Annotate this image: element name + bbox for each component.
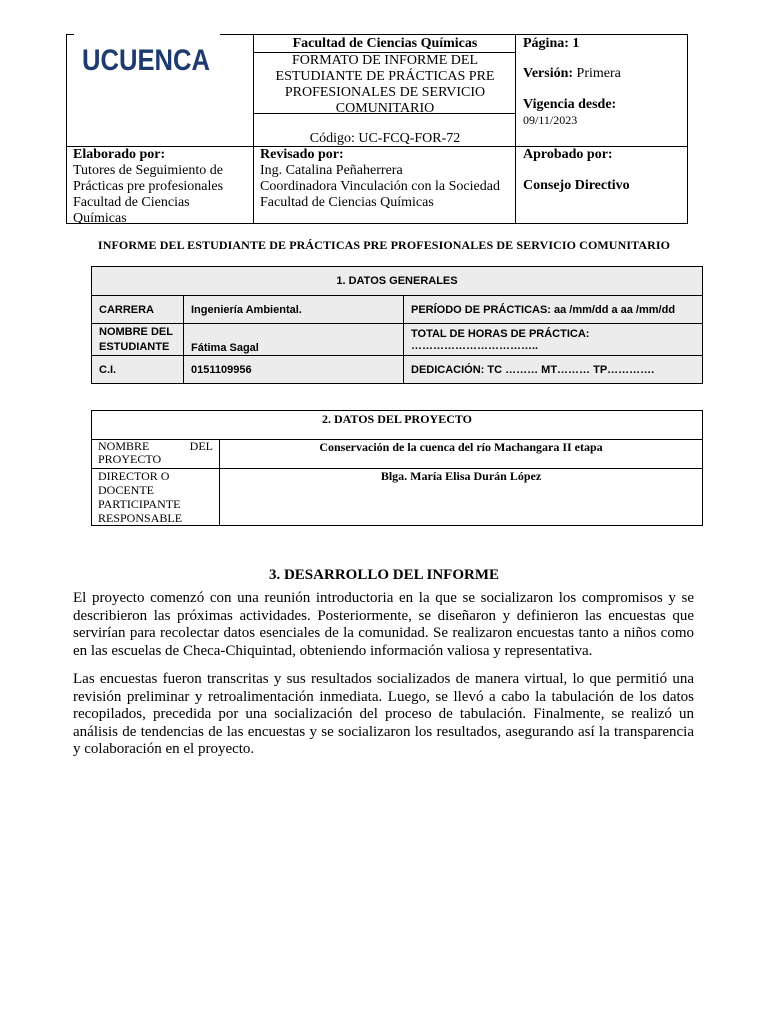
version-value: Primera	[576, 66, 621, 81]
elaborado-line: Facultad de Ciencias	[73, 195, 190, 210]
datos-generales-title: 1. DATOS GENERALES	[92, 267, 703, 296]
datos-generales-table	[91, 266, 703, 384]
desarrollo-paragraph: Las encuestas fueron transcritas y sus resultados socializados de manera virtual, lo que permitió una revisión preliminar y retroalimentación inmediata. Luego, se llevó a cabo la tabulación de los datos recopilados, precedida por una socialización del proceso de tabulación. Finalmente, se realizó un análisis de tendencias de las encuestas y se socializaron los resultados, asegurando así la transparencia y colaboración en el proyecto.	[73, 671, 694, 757]
nombre-estudiante-value: Fátima Sagal	[184, 324, 404, 356]
format-title: FORMATO DE INFORME DEL ESTUDIANTE DE PRÁCTICAS PRE PROFESIONALES DE SERVICIO COMUNITARIO	[275, 53, 495, 116]
revisado-line: Coordinadora Vinculación con la Sociedad	[260, 179, 500, 194]
aprobado-cell	[523, 147, 683, 194]
ci-label: C.I.	[92, 356, 184, 384]
nombre-proyecto-label-text: NOMBRE DEL PROYECTO	[98, 439, 213, 466]
desarrollo-paragraph: El proyecto comenzó con una reunión introductoria en la que se socializaron los compromisos y se describieron las próximas actividades. Posteriormente, se diseñaron y definieron las encuestas que servirían para recolectar datos esenciales de la comunidad. Se realizaron encuestas tanto a niños como en las escuelas de Checa-Chiquintad, obteniendo información valiosa y representativa.	[73, 590, 694, 659]
nombre-proyecto-value: Conservación de la cuenca del río Machangara II etapa	[220, 440, 703, 469]
carrera-value: Ingeniería Ambiental.	[184, 296, 404, 324]
svg-text:UCUENCA: UCUENCA	[82, 44, 210, 77]
ci-value: 0151109956	[184, 356, 404, 384]
aprobado-value: Consejo Directivo	[523, 178, 630, 193]
nombre-proyecto-label	[92, 440, 220, 469]
nombre-estudiante-label: NOMBRE DEL ESTUDIANTE	[92, 324, 184, 356]
elaborado-cell	[73, 147, 253, 227]
elaborado-line: Prácticas pre profesionales	[73, 179, 224, 194]
page-number: Página: 1	[523, 36, 580, 51]
elaborado-line: Químicas	[73, 211, 127, 226]
aprobado-label: Aprobado por:	[523, 147, 613, 162]
director-label: DIRECTOR O DOCENTE PARTICIPANTE RESPONSABLE	[92, 469, 220, 526]
format-code: Código: UC-FCQ-FOR-72	[309, 131, 461, 146]
desarrollo-title: 3. DESARROLLO DEL INFORME	[268, 567, 500, 583]
datos-proyecto-table	[91, 410, 703, 526]
periodo-practicas: PERÍODO DE PRÁCTICAS: aa /mm/dd a aa /mm/dd	[404, 296, 703, 324]
elaborado-label: Elaborado por:	[73, 147, 166, 162]
revisado-line: Facultad de Ciencias Químicas	[260, 195, 434, 210]
datos-proyecto-title: 2. DATOS DEL PROYECTO	[92, 411, 703, 440]
version	[523, 66, 621, 82]
ucuenca-logo-graphic	[82, 38, 214, 78]
ucuenca-logo	[82, 38, 214, 78]
report-title: INFORME DEL ESTUDIANTE DE PRÁCTICAS PRE PROFESIONALES DE SERVICIO COMUNITARIO	[97, 238, 671, 252]
vigencia-label: Vigencia desde:	[523, 97, 617, 112]
dedicacion: DEDICACIÓN: TC ……… MT……… TP………….	[404, 356, 703, 384]
vigencia-value: 09/11/2023	[523, 113, 578, 127]
revisado-line: Ing. Catalina Peñaherrera	[260, 163, 403, 178]
carrera-label: CARRERA	[92, 296, 184, 324]
total-horas: TOTAL DE HORAS DE PRÁCTICA: ……………………………..	[404, 324, 703, 356]
director-value: Blga. María Elisa Durán López	[220, 469, 703, 526]
revisado-label: Revisado por:	[260, 147, 344, 162]
version-label: Versión:	[523, 66, 574, 81]
elaborado-line: Tutores de Seguimiento de	[73, 163, 223, 178]
faculty-name: Facultad de Ciencias Químicas	[292, 36, 478, 51]
revisado-cell	[260, 147, 515, 211]
